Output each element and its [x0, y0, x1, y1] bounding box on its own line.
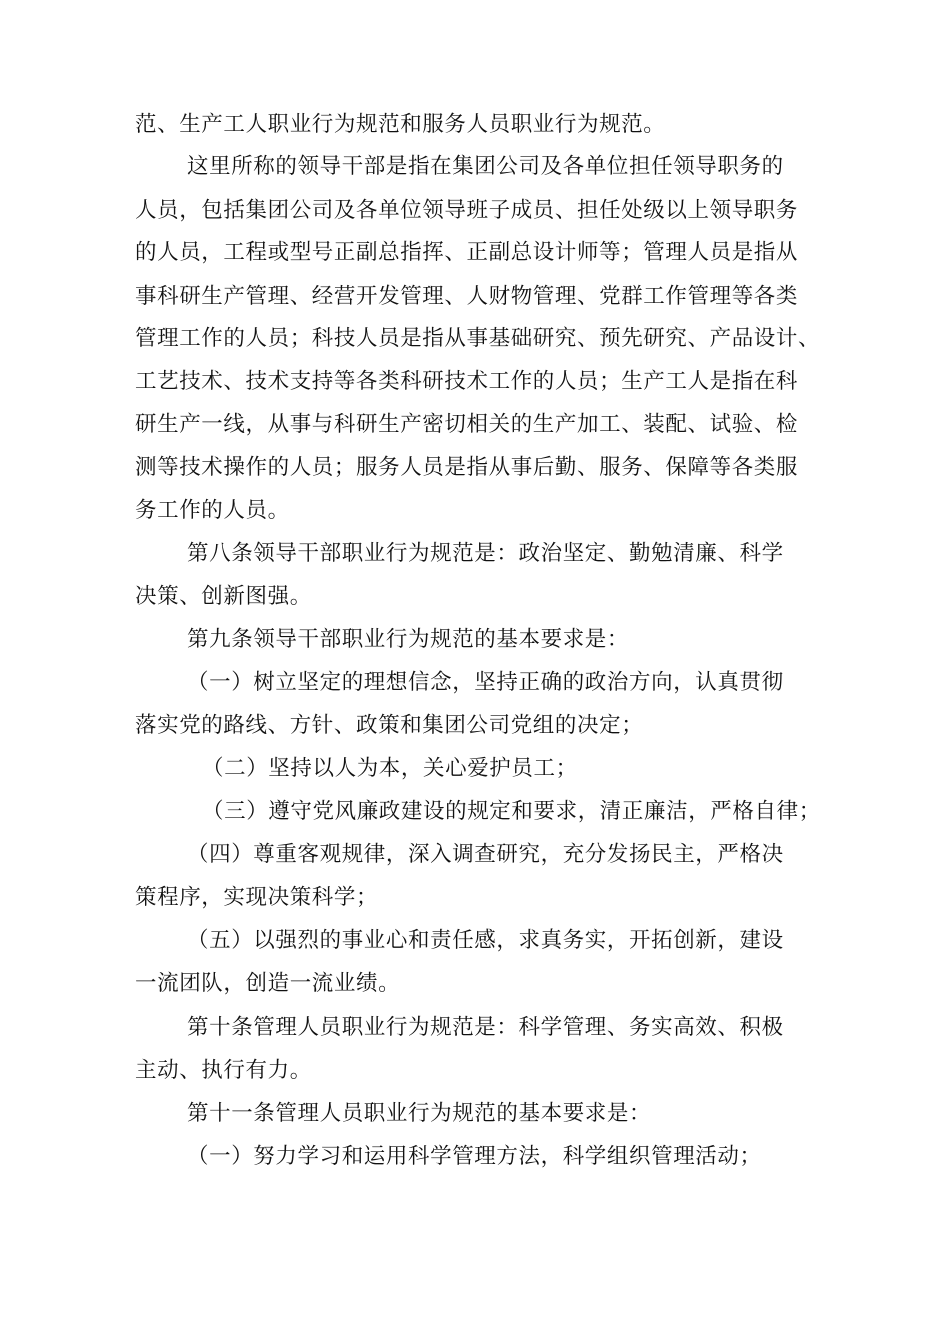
text-line-10: 务工作的人员。: [135, 498, 290, 523]
text-line-25: （一）努力学习和运用科学管理方法，科学组织管理活动；: [187, 1144, 762, 1169]
text-line-1: 范、生产工人职业行为规范和服务人员职业行为规范。: [135, 112, 666, 137]
text-line-8: 研生产一线，从事与科研生产密切相关的生产加工、装配、试验、检: [135, 412, 799, 437]
text-line-9: 测等技术操作的人员；服务人员是指从事后勤、服务、保障等各类服: [135, 455, 799, 480]
text-line-3: 人员，包括集团公司及各单位领导班子成员、担任处级以上领导职务: [135, 198, 799, 223]
text-line-17: （三）遵守党风廉政建设的规定和要求，清正廉洁，严格自律；: [202, 799, 821, 824]
text-line-19: 策程序，实现决策科学；: [135, 885, 379, 910]
text-line-15: 落实党的路线、方针、政策和集团公司党组的决定；: [135, 713, 644, 738]
text-line-13: 第九条领导干部职业行为规范的基本要求是：: [187, 627, 630, 652]
text-line-21: 一流团队，创造一流业绩。: [135, 971, 401, 996]
text-line-12: 决策、创新图强。: [135, 584, 312, 609]
text-line-24: 第十一条管理人员职业行为规范的基本要求是：: [187, 1101, 652, 1126]
text-line-5: 事科研生产管理、经营开发管理、人财物管理、党群工作管理等各类: [135, 284, 799, 309]
text-line-4: 的人员，工程或型号正副总指挥、正副总设计师等；管理人员是指从: [135, 240, 799, 265]
text-line-16: （二）坚持以人为本，关心爱护员工；: [202, 756, 578, 781]
text-line-11: 第八条领导干部职业行为规范是：政治坚定、勤勉清廉、科学: [187, 541, 784, 566]
text-line-6: 管理工作的人员；科技人员是指从事基础研究、预先研究、产品设计、: [135, 326, 821, 351]
text-line-2: 这里所称的领导干部是指在集团公司及各单位担任领导职务的: [187, 154, 784, 179]
text-line-20: （五）以强烈的事业心和责任感，求真务实，开拓创新，建设: [187, 928, 784, 953]
text-line-14: （一）树立坚定的理想信念，坚持正确的政治方向，认真贯彻: [187, 670, 784, 695]
text-line-22: 第十条管理人员职业行为规范是：科学管理、务实高效、积极: [187, 1015, 784, 1040]
text-line-18: （四）尊重客观规律，深入调查研究，充分发扬民主，严格决: [187, 842, 784, 867]
text-line-23: 主动、执行有力。: [135, 1058, 312, 1083]
text-line-7: 工艺技术、技术支持等各类科研技术工作的人员；生产工人是指在科: [135, 369, 799, 394]
